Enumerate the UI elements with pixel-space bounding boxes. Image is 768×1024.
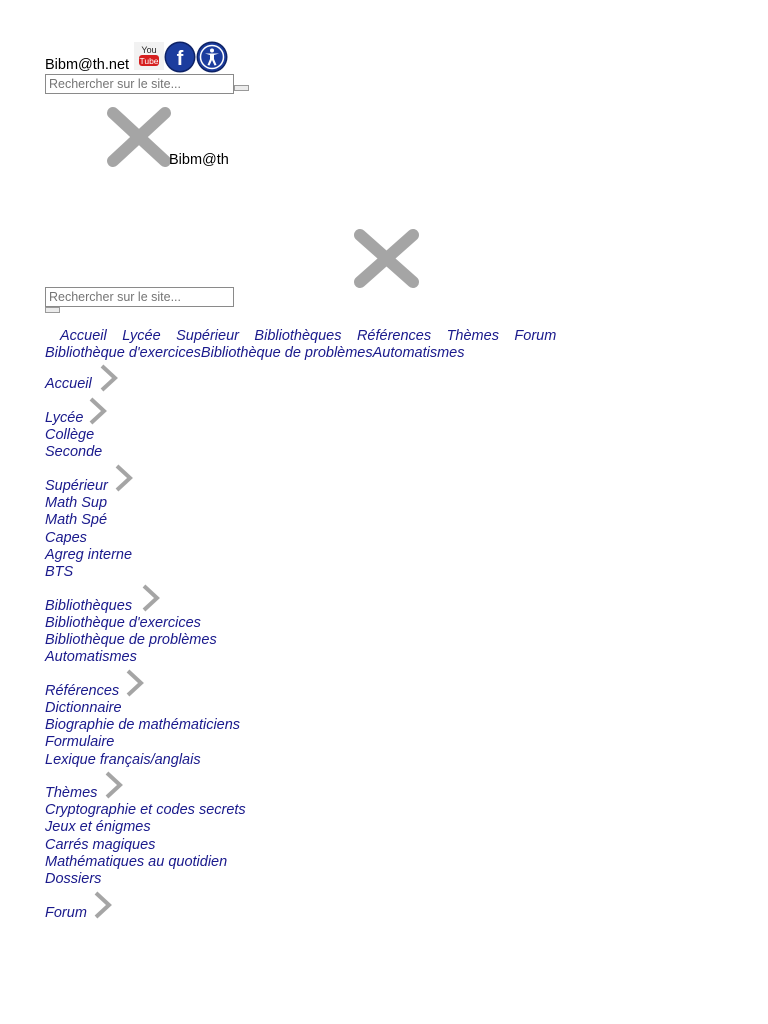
nav-lycee[interactable]: Lycée	[122, 328, 161, 344]
menu-biographie[interactable]: Biographie de mathématiciens	[45, 717, 241, 733]
menu-bibliotheque-exercices[interactable]: Bibliothèque d'exercices	[45, 615, 201, 631]
youtube-icon[interactable]	[134, 42, 164, 70]
nav-bibliotheques[interactable]: Bibliothèques	[254, 328, 342, 344]
menu-math-sup[interactable]: Math Sup	[45, 495, 108, 511]
nav-superieur[interactable]: Supérieur	[176, 328, 239, 344]
menu-accueil[interactable]: Accueil	[45, 376, 92, 392]
chevron-right-icon[interactable]	[112, 462, 136, 494]
menu-lycee[interactable]: Lycée	[45, 410, 84, 426]
menu-search-input[interactable]	[45, 287, 234, 307]
menu-automatismes[interactable]: Automatismes	[45, 649, 137, 665]
menu-maths-quotidien[interactable]: Mathématiques au quotidien	[45, 854, 228, 870]
subnav-exercices[interactable]: Bibliothèque d'exercices	[45, 345, 201, 361]
menu-jeux-enigmes[interactable]: Jeux et énigmes	[45, 819, 151, 835]
nav-themes[interactable]: Thèmes	[446, 328, 499, 344]
subnav-problemes[interactable]: Bibliothèque de problèmes	[200, 345, 373, 361]
menu-cryptographie[interactable]: Cryptographie et codes secrets	[45, 802, 246, 818]
accessibility-icon[interactable]	[196, 41, 228, 73]
menu-dictionnaire[interactable]: Dictionnaire	[45, 700, 122, 716]
nav-references[interactable]: Références	[356, 328, 432, 344]
menu-math-spe[interactable]: Math Spé	[45, 512, 108, 528]
chevron-right-icon[interactable]	[139, 582, 163, 614]
top-navigation	[45, 327, 567, 345]
menu-search-button[interactable]	[45, 307, 60, 313]
subnav-automatismes[interactable]: Automatismes	[372, 345, 465, 361]
menu-carres-magiques[interactable]: Carrés magiques	[45, 837, 156, 853]
menu-themes[interactable]: Thèmes	[45, 785, 98, 801]
nav-accueil[interactable]: Accueil	[60, 328, 107, 344]
brand-name[interactable]: Bibm@th	[169, 152, 229, 168]
svg-text:f: f	[176, 48, 184, 70]
menu-forum[interactable]: Forum	[45, 905, 87, 921]
svg-text:You: You	[141, 45, 157, 55]
menu-capes[interactable]: Capes	[45, 530, 87, 546]
site-name[interactable]: Bibm@th.net	[45, 57, 130, 73]
menu-agreg-interne[interactable]: Agreg interne	[45, 547, 133, 563]
menu-bibliotheques[interactable]: Bibliothèques	[45, 598, 133, 614]
menu-college[interactable]: Collège	[45, 427, 95, 443]
menu-seconde[interactable]: Seconde	[45, 444, 103, 460]
menu-formulaire[interactable]: Formulaire	[45, 734, 115, 750]
chevron-right-icon[interactable]	[102, 769, 126, 801]
menu-bts[interactable]: BTS	[45, 564, 74, 580]
header-search-input[interactable]	[45, 74, 234, 94]
chevron-right-icon[interactable]	[123, 667, 147, 699]
sub-navigation	[45, 344, 465, 362]
chevron-right-icon[interactable]	[91, 889, 115, 921]
header-search-button[interactable]	[234, 85, 249, 91]
close-icon[interactable]	[107, 107, 171, 167]
menu-superieur[interactable]: Supérieur	[45, 478, 108, 494]
nav-forum[interactable]: Forum	[514, 328, 557, 344]
close-menu-icon[interactable]	[354, 229, 419, 288]
menu-lexique[interactable]: Lexique français/anglais	[45, 752, 201, 768]
menu-references[interactable]: Références	[45, 683, 120, 699]
facebook-icon[interactable]	[164, 41, 196, 73]
chevron-right-icon[interactable]	[86, 395, 110, 427]
svg-text:Tube: Tube	[139, 56, 159, 66]
menu-bibliotheque-problemes[interactable]: Bibliothèque de problèmes	[45, 632, 217, 648]
menu-dossiers[interactable]: Dossiers	[45, 871, 102, 887]
chevron-right-icon[interactable]	[97, 362, 121, 394]
